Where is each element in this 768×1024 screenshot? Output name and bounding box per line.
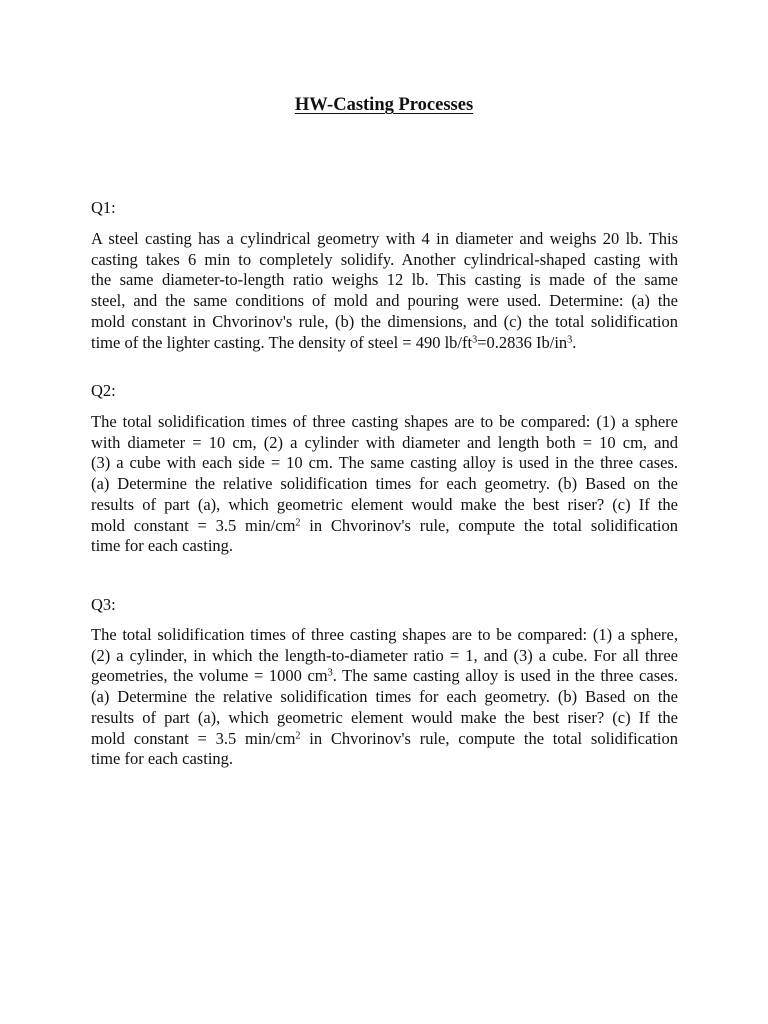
superscript: 3 [327,667,333,679]
question-1-text [91,229,678,353]
text-line [91,666,678,687]
text-segment: mold constant = 3.5 min/cm [91,728,296,748]
text-line: (a) Determine the relative solidification times for each geometry. (b) Based on the [91,687,678,707]
text-segment: =0.2836 Ib/in [477,332,568,352]
text-line: (a) Determine the relative solidification times for each geometry. (b) Based on the [91,474,678,494]
text-segment: . The same casting alloy is used in the three cases. [332,666,678,686]
text-line: with diameter = 10 cm, (2) a cylinder with diameter and length both = 10 cm, and [91,432,678,452]
superscript: 2 [295,729,301,741]
text-line: results of part (a), which geometric element would make the best riser? (c) If the [91,707,678,727]
text-line: time for each casting. [91,749,234,769]
text-line: the same diameter-to-length ratio weighs 12 lb. This casting is made of the same [91,270,678,290]
question-3-label: Q3: [91,595,116,614]
question-2-label: Q2: [91,381,116,400]
text-segment: in Chvorinov's rule, compute the total solidification [300,728,678,748]
document-title: HW-Casting Processes [294,95,474,115]
text-segment: . [572,332,577,352]
text-line: (2) a cylinder, in which the length-to-diameter ratio = 1, and (3) a cube. For all three [91,645,678,665]
text-line: time for each casting. [91,536,234,556]
superscript: 2 [295,516,301,528]
text-line: The total solidification times of three casting shapes are to be compared: (1) a sphere [91,412,678,431]
text-segment: geometries, the volume = 1000 cm [91,666,328,686]
text-line: The total solidification times of three casting shapes are to be compared: (1) a sphere, [91,625,678,644]
text-line [91,516,678,537]
question-3-text [91,625,678,770]
text-line: casting takes 6 min to completely solidify. Another cylindrical-shaped casting with [91,249,678,269]
text-line: steel, and the same conditions of mold and pouring were used. Determine: (a) the [91,291,678,311]
question-1-label: Q1: [91,198,116,217]
text-line: (3) a cube with each side = 10 cm. The same casting alloy is used in the three cases. [91,453,678,473]
superscript: 3 [567,333,573,345]
text-line [91,333,678,354]
text-segment: time of the lighter casting. The density of steel = 490 lb/ft [91,332,473,352]
text-segment: mold constant = 3.5 min/cm [91,515,296,535]
text-line [91,729,678,750]
question-2-text [91,412,678,557]
text-line: results of part (a), which geometric element would make the best riser? (c) If the [91,494,678,514]
text-segment: in Chvorinov's rule, compute the total solidification [300,515,678,535]
text-line: A steel casting has a cylindrical geometry with 4 in diameter and weighs 20 lb. This [91,229,678,248]
superscript: 3 [472,333,478,345]
text-line: mold constant in Chvorinov's rule, (b) the dimensions, and (c) the total solidification [91,311,678,331]
